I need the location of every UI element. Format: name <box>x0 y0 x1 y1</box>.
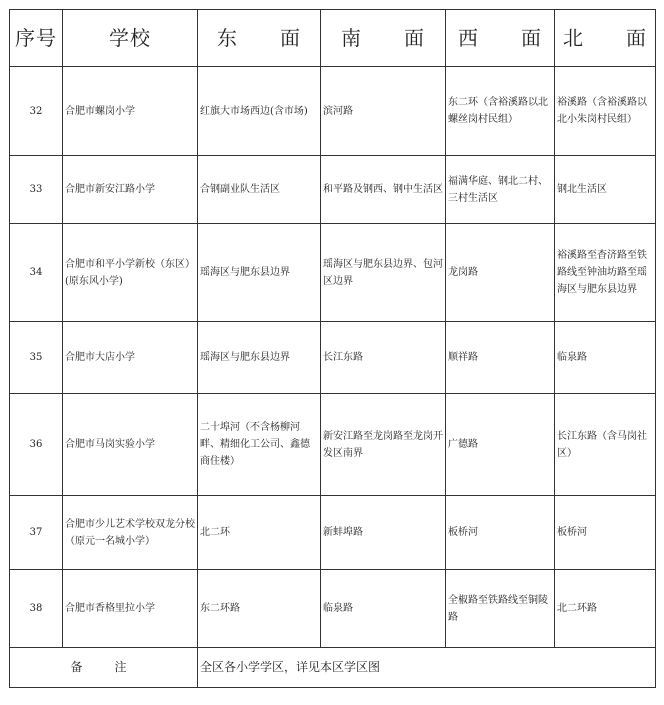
row-number: 34 <box>10 224 63 322</box>
west-boundary: 龙岗路 <box>446 224 555 322</box>
row-number: 36 <box>10 394 63 496</box>
south-boundary: 临泉路 <box>321 570 446 648</box>
south-boundary: 新蚌埠路 <box>321 496 446 570</box>
header-index: 序号 <box>10 10 63 67</box>
north-boundary: 板桥河 <box>555 496 656 570</box>
south-boundary: 瑶海区与肥东县边界、包河区边界 <box>321 224 446 322</box>
north-boundary: 裕溪路至杳济路至铁路线至钟油坊路至瑶海区与肥东县边界 <box>555 224 656 322</box>
east-boundary: 二十埠河（不含杨柳河畔、精细化工公司、鑫德商住楼） <box>198 394 321 496</box>
school-name: 合肥市香格里拉小学 <box>63 570 198 648</box>
table-row <box>10 156 656 224</box>
north-boundary: 北二环路 <box>555 570 656 648</box>
row-number: 37 <box>10 496 63 570</box>
row-number: 33 <box>10 156 63 224</box>
west-boundary: 全椒路至铁路线至铜陵路 <box>446 570 555 648</box>
east-boundary: 合钢副业队生活区 <box>198 156 321 224</box>
north-boundary: 钢北生活区 <box>555 156 656 224</box>
table-row <box>10 67 656 156</box>
table-header-row <box>10 10 656 67</box>
table-row <box>10 496 656 570</box>
table-row <box>10 224 656 322</box>
table-row <box>10 322 656 394</box>
east-boundary: 红旗大市场西边(含市场) <box>198 67 321 156</box>
south-boundary: 新安江路至龙岗路至龙岗开发区南界 <box>321 394 446 496</box>
school-name: 合肥市和平小学新校（东区）(原东风小学) <box>63 224 198 322</box>
south-boundary: 滨河路 <box>321 67 446 156</box>
row-number: 38 <box>10 570 63 648</box>
header-school: 学校 <box>63 10 198 67</box>
table-row <box>10 394 656 496</box>
west-boundary: 东二环（含裕溪路以北螺丝岗村民组） <box>446 67 555 156</box>
remarks-text: 全区各小学学区，详见本区学区图 <box>198 648 656 688</box>
header-east: 东 面 <box>198 10 321 67</box>
north-boundary: 裕溪路（含裕溪路以北小朱岗村民组） <box>555 67 656 156</box>
school-name: 合肥市大店小学 <box>63 322 198 394</box>
west-boundary: 板桥河 <box>446 496 555 570</box>
west-boundary: 顺祥路 <box>446 322 555 394</box>
remarks-label: 备 注 <box>10 648 198 688</box>
header-west: 西 面 <box>446 10 555 67</box>
north-boundary: 长江东路（含马岗社区） <box>555 394 656 496</box>
row-number: 35 <box>10 322 63 394</box>
school-name: 合肥市螺岗小学 <box>63 67 198 156</box>
south-boundary: 长江东路 <box>321 322 446 394</box>
table-row <box>10 570 656 648</box>
row-number: 32 <box>10 67 63 156</box>
footer-row <box>10 648 656 688</box>
school-name: 合肥市新安江路小学 <box>63 156 198 224</box>
school-name: 合肥市马岗实验小学 <box>63 394 198 496</box>
east-boundary: 瑶海区与肥东县边界 <box>198 224 321 322</box>
east-boundary: 东二环路 <box>198 570 321 648</box>
east-boundary: 北二环 <box>198 496 321 570</box>
north-boundary: 临泉路 <box>555 322 656 394</box>
school-district-table <box>9 9 656 688</box>
west-boundary: 广德路 <box>446 394 555 496</box>
east-boundary: 瑶海区与肥东县边界 <box>198 322 321 394</box>
header-south: 南 面 <box>321 10 446 67</box>
header-north: 北 面 <box>555 10 656 67</box>
school-name: 合肥市少儿艺术学校双龙分校（原元一名城小学） <box>63 496 198 570</box>
south-boundary: 和平路及钢西、钢中生活区 <box>321 156 446 224</box>
west-boundary: 福满华庭、钢北二村、三村生活区 <box>446 156 555 224</box>
